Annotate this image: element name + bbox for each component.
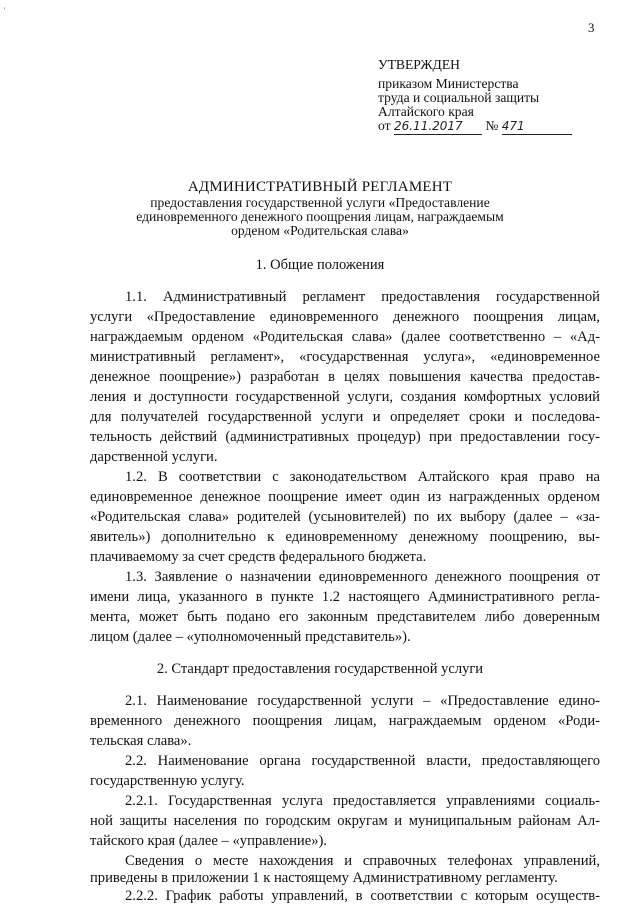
paragraph-line: ной защиты населения по городским округам и муниципальным районам Ал- [90,813,600,829]
page-number: 3 [588,20,595,35]
paragraph-line: плачиваемому за счет средств федерального бюджета. [90,549,427,565]
paragraph-line: имени лица, указанного в пункте 1.2 настоящего Административного регла- [90,589,600,605]
corner-mark: ' [4,6,6,15]
approval-line: приказом Министерства [378,76,519,91]
approval-line: труда и социальной защиты [378,90,540,105]
approval-date-line [378,118,572,135]
paragraph-line: дарственной услуги. [90,449,218,465]
subtitle-line: орденом «Родительская слава» [231,223,409,238]
paragraph-line: 2.2. Наименование органа государственной власти, предоставляющего [125,753,600,769]
handwritten-date: 26.11.2017 [394,119,482,135]
section-heading: 1. Общие положения [255,257,385,273]
paragraph-line: 2.1. Наименование государственной услуги – «Предоставление едино- [125,693,600,709]
paragraph-line: для получателей государственной услуги и определяет сроки и последова- [90,409,600,425]
paragraph-line: государственную услугу. [90,773,245,789]
paragraph-line: единовременное денежное поощрение имеет один из награжденных орденом [90,489,600,505]
paragraph-line: мента, может быть подано его законным представителем либо доверенным [90,609,600,625]
paragraph-line: 1.1. Административный регламент предоставления государственной [125,289,600,305]
paragraph-line: тельская слава». [90,733,192,749]
paragraph-line: 2.2.1. Государственная услуга предоставляется управлениями социаль- [125,793,600,809]
date-prefix: от [378,118,391,133]
paragraph-line: министративный регламент», «государственная услуга», «единовременное [90,349,600,365]
paragraph-line: денежное поощрение») разработан в целях повышения качества предостав- [90,369,600,385]
subtitle-line: единовременного денежного поощрения лицам, награждаемым [136,209,504,224]
handwritten-number: 471 [502,119,572,135]
paragraph-line: 1.2. В соответствии с законодательством Алтайского края право на [125,469,600,485]
paragraph-line: тайского края (далее – «управление»). [90,833,328,849]
paragraph-line: лицом (далее – «уполномоченный представитель»). [90,629,411,645]
paragraph-line: «Родительская слава» родителей (усыновителей) по их выбору (далее – «за- [90,509,600,525]
paragraph-line: приведены в приложении 1 к настоящему Административному регламенту. [90,870,558,886]
subtitle-line: предоставления государственной услуги «Предоставление [150,195,490,210]
section-heading: 2. Стандарт предоставления государственной услуги [156,661,484,677]
number-prefix: № [485,118,499,133]
paragraph-line: явитель») дополнительно к единовременному денежному поощрению, вы- [90,529,600,545]
approval-line: Алтайского края [378,104,474,119]
document-title: АДМИНИСТРАТИВНЫЙ РЕГЛАМЕНТ [187,179,453,195]
paragraph-line: Сведения о месте нахождения и справочных телефонах управлений, [125,853,600,869]
paragraph-line: услуги «Предоставление единовременного денежного поощрения лицам, [90,309,600,325]
paragraph-line: временного денежного поощрения лицам, награждаемым орденом «Роди- [90,713,600,729]
paragraph-line: 1.3. Заявление о назначении единовременного денежного поощрения от [125,569,600,585]
paragraph-line: 2.2.2. График работы управлений, в соответствии с которым осуществ- [125,888,600,904]
approval-heading: УТВЕРЖДЕН [378,57,460,72]
paragraph-line: награждаемым орденом «Родительская слава» (далее соответственно – «Ад- [90,329,600,345]
paragraph-line: тельность действий (административных процедур) при предоставлении госу- [90,429,600,445]
paragraph-line: ления и доступности государственной услуги, создания комфортных условий [90,389,600,405]
